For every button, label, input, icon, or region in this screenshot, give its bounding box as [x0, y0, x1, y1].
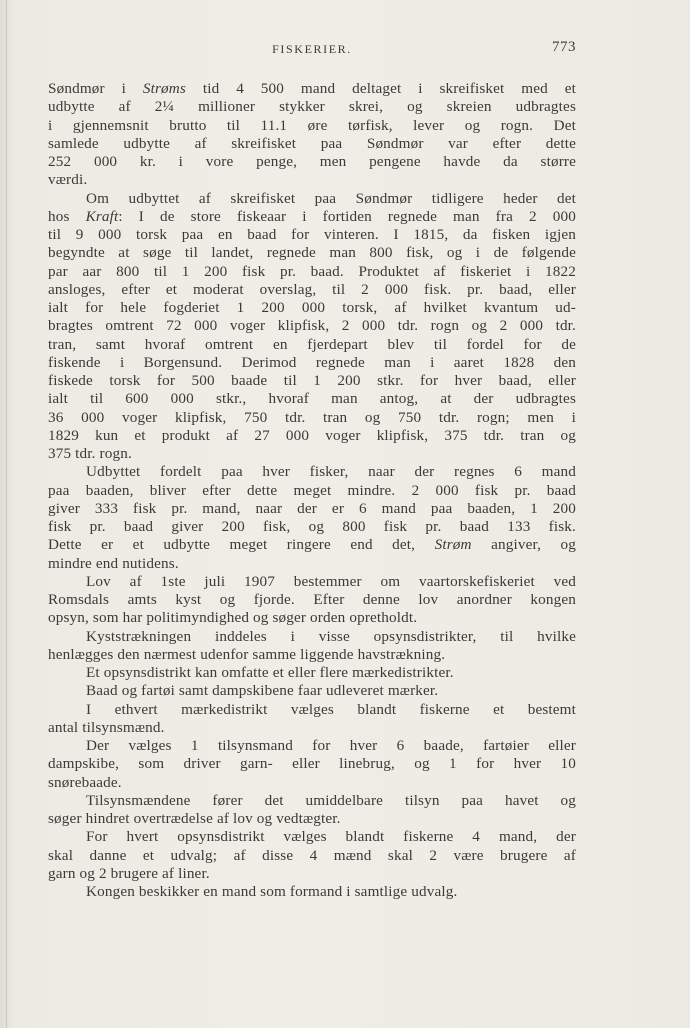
text-line-content: garn og 2 brugere af liner.	[48, 864, 210, 882]
text-line-content: i gjennemsnit brutto til 11.1 øre tørfisk, lever og rogn. Det	[48, 116, 576, 134]
text-line	[48, 737, 576, 755]
text-line	[48, 317, 576, 335]
text-line-content: Romsdals amts kyst og fjorde. Efter denne lov anordner kongen	[48, 591, 576, 608]
text-line	[48, 263, 576, 281]
text-line	[48, 555, 576, 573]
text-line-content: antal tilsynsmænd.	[48, 718, 165, 736]
text-line-content: Lov af 1ste juli 1907 bestemmer om vaartorskefiskeriet ved	[86, 572, 576, 590]
text-line	[48, 299, 576, 317]
text-line-content: begyndte at søge til landet, regnede man 800 fisk, og i de følgende	[48, 244, 576, 262]
text-line-content: tran, samt hvoraf omtrent en fjerdepart blev til fordel for de	[48, 335, 576, 353]
italic-name: Strøm	[434, 536, 472, 554]
text-line	[48, 500, 576, 518]
text-line	[48, 171, 576, 189]
text-line-content: fiskende i Borgensund. Derimod regnede man i aaret 1828 den	[48, 353, 576, 371]
text-line	[48, 372, 576, 390]
text-line-content: giver 333 fisk pr. mand, naar der er 6 mand paa baaden, 1 200	[48, 499, 576, 517]
text-line	[48, 281, 576, 299]
text-line-content: fisk pr. baad giver 200 fisk, og 800 fisk pr. baad 133 fisk.	[48, 518, 576, 535]
text-line-content: snørebaade.	[48, 773, 122, 791]
text-line-content: søger hindret overtrædelse af lov og vedtægter.	[48, 810, 341, 827]
running-title: FISKERIER.	[272, 42, 352, 56]
text-line	[48, 427, 576, 445]
text-line-content: 1829 kun et produkt af 27 000 voger klipfisk, 375 tdr. tran og	[48, 426, 576, 444]
text-line	[48, 336, 576, 354]
italic-name: Kraft	[85, 207, 119, 225]
text-line-content: fiskede torsk for 500 baade til 1 200 stkr. for hver baad, eller	[48, 372, 576, 389]
text-line	[48, 628, 576, 646]
text-line-content: værdi.	[48, 171, 88, 189]
text-line-content: Udbyttet fordelt paa hver fisker, naar der regnes 6 mand	[86, 463, 576, 481]
text-line-content: ansloges, efter et moderat overslag, til 2 000 fisk. pr. baad, eller	[48, 280, 576, 298]
text-line	[48, 609, 576, 627]
text-line-content: mindre end nutidens.	[48, 554, 179, 572]
text-line	[48, 226, 576, 244]
text-line	[48, 536, 576, 554]
text-line-content: opsyn, som har politimyndighed og søger orden opretholdt.	[48, 609, 418, 627]
text-line	[48, 719, 576, 737]
text-line	[48, 755, 576, 773]
page-header	[48, 38, 576, 58]
text-line	[48, 482, 576, 500]
text-line	[48, 883, 576, 901]
text-line	[48, 445, 576, 463]
text-line-content: Søndmør i	[48, 80, 143, 97]
text-line-continuation: tid 4 500 mand deltaget i skreifisket med et	[185, 80, 576, 97]
text-line	[48, 208, 576, 226]
text-line-content: samlede udbytte af skreifisket paa Søndmør var efter dette	[48, 134, 576, 152]
text-line-content: paa baaden, bliver efter dette meget mindre. 2 000 fisk pr. baad	[48, 481, 576, 499]
text-line	[48, 847, 576, 865]
text-line	[48, 865, 576, 883]
page-number: 773	[552, 39, 576, 55]
body-text	[48, 80, 576, 901]
text-line	[48, 390, 576, 408]
italic-name: Strøms	[142, 80, 186, 97]
text-line-content: 375 tdr. rogn.	[48, 445, 132, 462]
text-line	[48, 573, 576, 591]
text-line	[48, 409, 576, 427]
text-line-content: For hvert opsynsdistrikt vælges blandt fiskerne 4 mand, der	[86, 828, 576, 846]
text-line	[48, 774, 576, 792]
text-line-content: Om udbyttet af skreifisket paa Søndmør tidligere heder det	[86, 189, 576, 207]
text-line	[48, 701, 576, 719]
text-line-content: ialt for hele fogderiet 1 200 000 torsk, af hvilket kvantum ud-	[48, 299, 576, 316]
text-line	[48, 518, 576, 536]
text-line-content: udbytte af 2¼ millioner stykker skrei, og skreien udbragtes	[48, 98, 576, 116]
text-line-continuation: angiver, og	[471, 536, 577, 554]
text-line-content: henlægges den nærmest udenfor samme liggende havstrækning.	[48, 645, 446, 663]
text-line	[48, 664, 576, 682]
text-line-content: dampskibe, som driver garn- eller linebrug, og 1 for hver 10	[48, 755, 576, 773]
text-line-content: par aar 800 til 1 200 fisk pr. baad. Produktet af fiskeriet i 1822	[48, 262, 576, 280]
text-line	[48, 682, 576, 700]
text-line	[48, 98, 576, 116]
text-line-content: 36 000 voger klipfisk, 750 tdr. tran og 750 tdr. rogn; men i	[48, 408, 576, 426]
text-line	[48, 792, 576, 810]
text-line	[48, 244, 576, 262]
text-line	[48, 80, 576, 98]
text-line-content: Der vælges 1 tilsynsmand for hver 6 baade, fartøier eller	[86, 737, 576, 754]
text-line	[48, 591, 576, 609]
text-line-content: I ethvert mærkedistrikt vælges blandt fiskerne et bestemt	[86, 700, 576, 718]
text-line-content: Et opsynsdistrikt kan omfatte et eller flere mærkedistrikter.	[86, 664, 454, 681]
text-line	[48, 810, 576, 828]
text-line-content: Kongen beskikker en mand som formand i samtlige udvalg.	[86, 883, 458, 900]
text-line	[48, 190, 576, 208]
text-line-content: ialt til 600 000 stkr., hvoraf man antog, at der udbragtes	[48, 390, 576, 408]
page-spine-edge	[6, 0, 7, 1028]
text-line-content: hos	[48, 207, 86, 225]
text-line-content: til 9 000 torsk paa en baad for vinteren. I 1815, da fisken igjen	[48, 226, 576, 243]
text-line	[48, 117, 576, 135]
text-line-content: skal danne et udvalg; af disse 4 mænd skal 2 være brugere af	[48, 846, 576, 864]
text-line	[48, 153, 576, 171]
text-line-content: Kyststrækningen inddeles i visse opsynsdistrikter, til hvilke	[86, 627, 576, 645]
text-line	[48, 354, 576, 372]
text-line-content: Dette er et udbytte meget ringere end det,	[48, 536, 435, 554]
text-line-content: Baad og fartøi samt dampskibene faar udleveret mærker.	[86, 682, 439, 700]
text-line-content: Tilsynsmændene fører det umiddelbare tilsyn paa havet og	[86, 791, 576, 809]
text-line-content: bragtes omtrent 72 000 voger klipfisk, 2 000 tdr. rogn og 2 000 tdr.	[48, 317, 576, 335]
text-line	[48, 135, 576, 153]
text-line	[48, 646, 576, 664]
text-line-content: 252 000 kr. i vore penge, men pengene havde da større	[48, 153, 576, 170]
text-line	[48, 828, 576, 846]
text-line	[48, 463, 576, 481]
text-line-continuation: : I de store fiskeaar i fortiden regnede man fra 2 000	[118, 207, 576, 225]
